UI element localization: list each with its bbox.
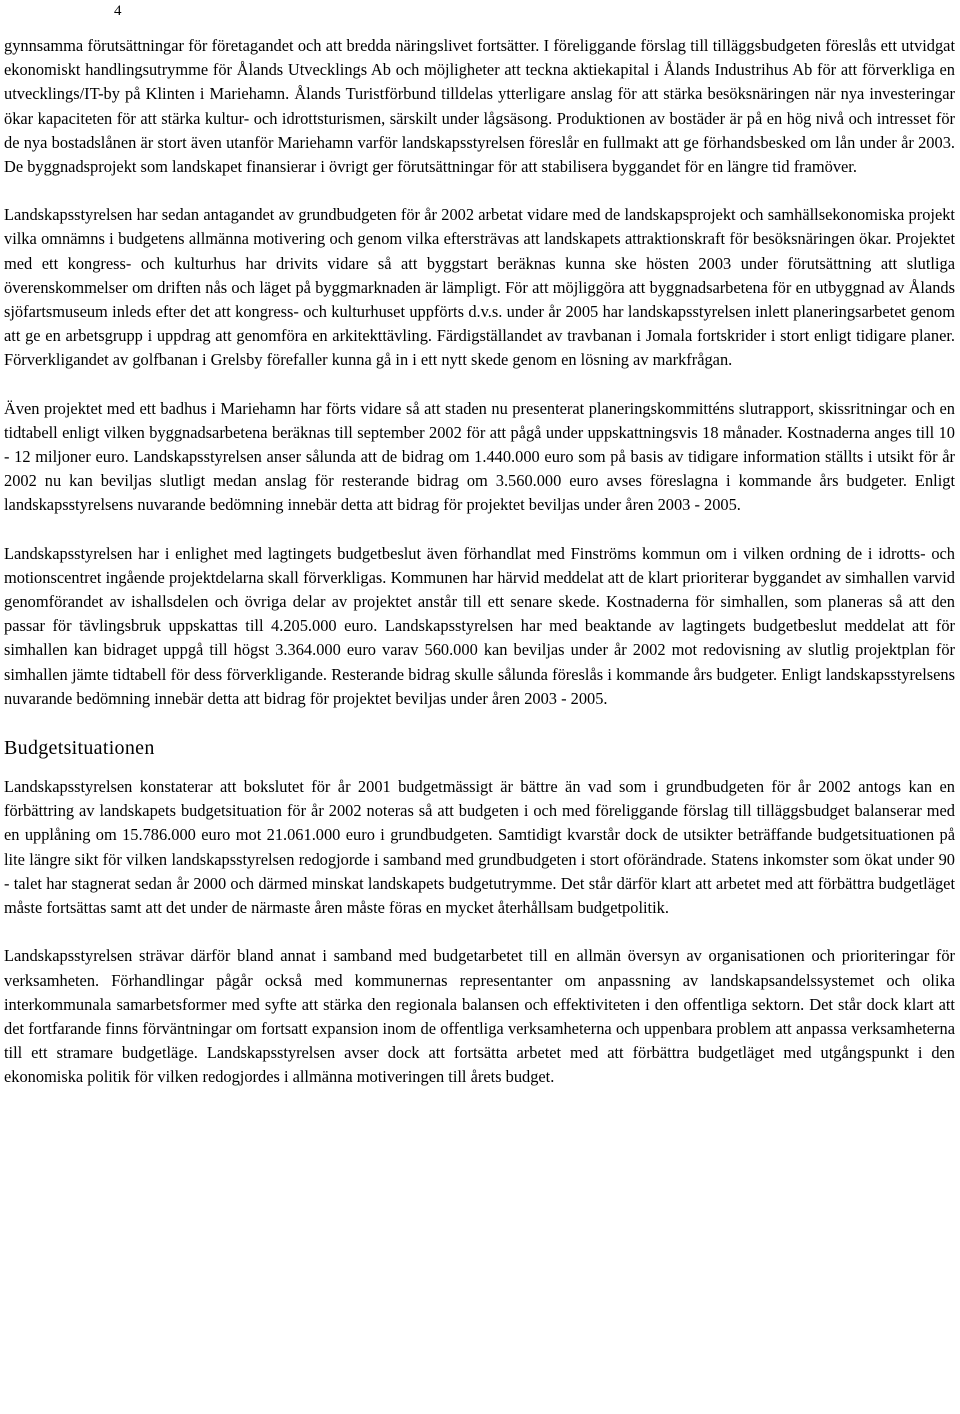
paragraph-landscape-projects: Landskapsstyrelsen har sedan antagandet av grundbudgeten för år 2002 arbetat vidare med de landskapsprojekt och samhällsekonomiska projekt vilka omnämns i budgetens allmänna motivering och genom vilka eftersträvas att landskapets attraktionskraft för besöksnäringen ökar. Projektet med ett kongress- och kulturhus har drivits vidare så att byggstart beräknas kunna ske hösten 2003 under förutsättning att slutliga överenskommelser om driften nås och läget på byggmarknaden är lämpligt. För att möjliggöra att byggnadsarbetena för en utbyggnad av Ålands sjöfartsmuseum inleds efter det att kongress- och kulturhuset uppförts d.v.s. under år 2005 har landskapsstyrelsen inlett planeringsarbetet genom att ge en arbetsgrupp i uppdrag att genomföra en arkitekttävling. Färdigställandet av travbanan i Jomala fortskrider i stort enligt tidigare planer. Förverkligandet av golfbanan i Grelsby förefaller kunna gå in i ett nytt skede genom en lösning av markfrågan. (4, 205, 955, 370)
paragraph-organisation-review: Landskapsstyrelsen strävar därför bland annat i samband med budgetarbetet till en allmän översyn av organisationen och prioriteringar för verksamheten. Förhandlingar pågår också med kommunernas representanter om anpassning av landskapsandelssystemet och olika interkommunala samarbetsformer med syfte att stärka den regionala balansen och effektiviteten i den offentliga sektorn. Det står dock klart att det fortfarande finns förväntningar om fortsatt expansion inom de offentliga verksamheterna och uppenbara problem att anpassa verksamheterna till ett stramare budgetläge. Landskapsstyrelsen avser dock att fortsätta arbetet med att förbättra budgetläget med utgångspunkt i den ekonomiska politik för vilken redogjordes i allmänna motiveringen till årets budget. (4, 946, 955, 1087)
page-number: 4 (114, 3, 122, 19)
paragraph-business-conditions: gynnsamma förutsättningar för företagandet och att bredda näringslivet fortsätter. I föreliggande förslag till tilläggsbudgeten föreslås ett utvidgat ekonomiskt handlingsutrymme för Ålands Utvecklings Ab och möjligheter att teckna aktiekapital i Ålands Industrihus Ab för att förverkliga en utvecklings/IT-by på Klinten i Mariehamn. Ålands Turistförbund tilldelas ytterligare anslag för att stärka besöksnäringen när nya investeringar ökar kapaciteten för att stärka kultur- och idrottsturismen, särskilt under lågsäsong. Produktionen av bostäder är på en hög nivå och intresset för de nya bostadslånen är stort även utanför Mariehamn varför landskapsstyrelsen föreslår en fullmakt att ge förhandsbesked om lån under år 2003. De byggnadsprojekt som landskapet finansierar i övrigt ger förutsättningar för att stabilisera byggandet för en längre tid framöver. (4, 36, 955, 177)
paragraph-bathhouse-project: Även projektet med ett badhus i Mariehamn har förts vidare så att staden nu presenterat planeringskommitténs slutrapport, skissritningar och en tidtabell enligt vilken byggnadsarbetena beräknas till september 2002 för att pågå under uppskattningsvis 18 månader. Kostnaderna anges till 10 - 12 miljoner euro. Landskapsstyrelsen anser sålunda att de bidrag om 1.440.000 euro som på basis av tidigare information ställts i utsikt för år 2002 nu kan beviljas slutligt medan anslag för resterande bidrag om 3.560.000 euro avses föreslagna i kommande års budgeter. Enligt landskapsstyrelsens nuvarande bedömning innebär detta att bidrag för projektet beviljas under åren 2003 - 2005. (4, 398, 955, 515)
section-heading-budget-situation: Budgetsituationen (4, 737, 155, 760)
document-body (4, 34, 955, 1090)
paragraph-budget-situation: Landskapsstyrelsen konstaterar att bokslutet för år 2001 budgetmässigt är bättre än vad som i grundbudgeten för år 2002 antogs kan en förbättring av landskapets budgetsituation för år 2002 noteras så att budgeten i och med föreliggande förslag till tilläggsbudget balanserar med en upplåning om 15.786.000 euro mot 21.061.000 euro i grundbudgeten. Samtidigt kvarstår dock de utsikter beträffande budgetsituationen på lite längre sikt för vilken landskapsstyrelsen redogjorde i samband med grundbudgeten i stort oförändrade. Statens inkomster som ökat under 90 - talet har stagnerat sedan år 2000 och därmed minskat landskapets budgetutrymme. Det står därför klart att arbetet med att förbättra budgetläget måste fortsättas samt att det under de närmaste åren måste föras en mycket återhållsam budgetpolitik. (4, 777, 955, 918)
paragraph-swimming-hall: Landskapsstyrelsen har i enlighet med lagtingets budgetbeslut även förhandlat med Finströms kommun om i vilken ordning de i idrotts- och motionscentret ingående projektdelarna skall förverkligas. Kommunen har härvid meddelat att de klart prioriterar byggandet av simhallen varvid genomförandet av ishallsdelen och övriga delar av projektet anstår till ett senare skede. Kostnaderna för simhallen, som planeras så att den passar för tävlingsbruk uppskattas till 4.205.000 euro. Landskapsstyrelsen har med beaktande av lagtingets budgetbeslut meddelat att för simhallen kan bidraget uppgå till högst 3.364.000 euro varav 560.000 kan beviljas under år 2002 mot redovisning av slutlig projektplan för simhallen jämte tidtabell för dess förverkligande. Resterande bidrag skulle sålunda föreslås i kommande års budgeter. Enligt landskapsstyrelsens nuvarande bedömning innebär detta att bidrag för projektet beviljas under åren 2003 - 2005. (4, 543, 955, 708)
